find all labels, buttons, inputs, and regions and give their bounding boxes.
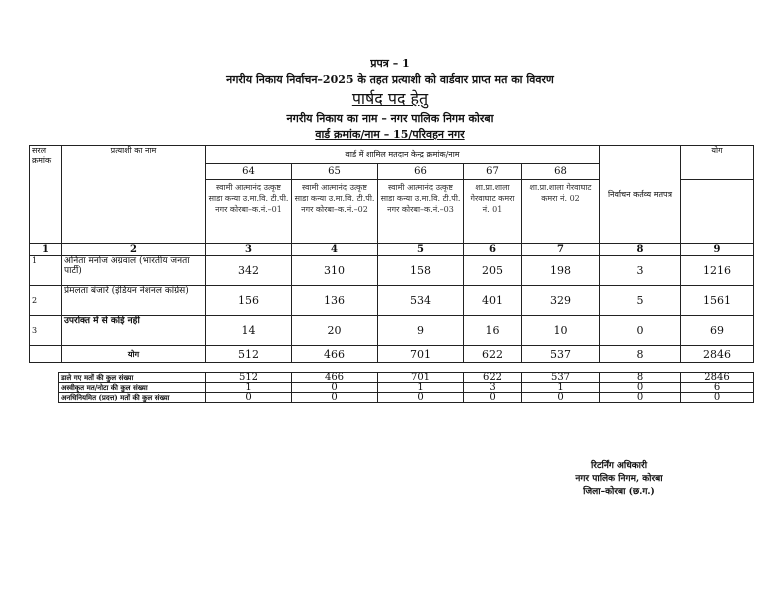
postal-cell: 5 (600, 286, 681, 316)
serial-cell: 3 (30, 316, 62, 346)
centre-number: 64 (206, 164, 292, 180)
summary-cell: 622 (464, 373, 522, 383)
vote-cell: 136 (292, 286, 378, 316)
vote-cell: 198 (522, 256, 600, 286)
postal-cell: 3 (600, 256, 681, 286)
vote-cell: 10 (522, 316, 600, 346)
form-number: प्रपत्र – 1 (370, 57, 410, 70)
vote-cell: 20 (292, 316, 378, 346)
summary-cell: 0 (464, 393, 522, 403)
candidate-name: प्रेमलता बंजारे (इंडियन नेशनल कांग्रेस) (62, 286, 206, 316)
total-cell: 1216 (681, 256, 754, 286)
vote-cell: 14 (206, 316, 292, 346)
postal-cell: 8 (600, 346, 681, 363)
summary-cell: 537 (522, 373, 600, 383)
signatory-district: जिला–कोरबा (छ.ग.) (583, 487, 655, 497)
column-number: 4 (292, 244, 378, 256)
table-row (30, 286, 754, 316)
summary-row (59, 383, 754, 393)
summary-cell: 1 (206, 383, 292, 393)
total-label: योग (62, 346, 206, 363)
signatory-office: नगर पालिक निगम, कोरबा (575, 474, 663, 484)
column-number: 3 (206, 244, 292, 256)
vote-cell: 622 (464, 346, 522, 363)
summary-total: 6 (681, 383, 754, 393)
serial-cell: 2 (30, 286, 62, 316)
page-title: पार्षद पद हेतु (351, 89, 429, 108)
summary-cell: 0 (522, 393, 600, 403)
summary-total: 0 (681, 393, 754, 403)
total-row (30, 346, 754, 363)
summary-table (58, 372, 754, 403)
centre-name: स्वामी आत्मानंद उत्कृष्ट साडा कन्या उ.मा.वि. टी.पी. नगर कोरबा–क.नं.–02 (292, 180, 378, 244)
vote-cell: 537 (522, 346, 600, 363)
summary-cell: 0 (292, 393, 378, 403)
vote-cell: 156 (206, 286, 292, 316)
summary-cell: 701 (378, 373, 464, 383)
total-header: योग (681, 146, 754, 180)
local-body-name: नगरीय निकाय का नाम – नगर पालिक निगम कोरबा (286, 112, 494, 125)
summary-cell: 1 (378, 383, 464, 393)
column-number: 6 (464, 244, 522, 256)
serial-header: सरल क्रमांक (30, 146, 62, 244)
summary-cell: 466 (292, 373, 378, 383)
summary-cell: 1 (522, 383, 600, 393)
table-row (30, 256, 754, 286)
summary-postal: 0 (600, 383, 681, 393)
vote-cell: 401 (464, 286, 522, 316)
total-cell: 1561 (681, 286, 754, 316)
postal-header: निर्वाचन कर्तव्य मतपत्र (600, 146, 681, 244)
signature-block (564, 460, 674, 499)
summary-postal: 8 (600, 373, 681, 383)
column-number: 9 (681, 244, 754, 256)
summary-label: अनधिनियमित (प्रदत्त) मतों की कुल संख्या (59, 393, 206, 403)
table-row (30, 316, 754, 346)
vote-cell: 329 (522, 286, 600, 316)
vote-cell: 205 (464, 256, 522, 286)
vote-cell: 310 (292, 256, 378, 286)
signatory-title: रिटर्निंग अधिकारी (590, 461, 648, 471)
results-table (29, 145, 754, 363)
centre-name: शा.प्रा.शाला गेरवाघाट कमरा नं. 01 (464, 180, 522, 244)
summary-label: डाले गए मतों की कुल संख्या (59, 373, 206, 383)
vote-cell: 342 (206, 256, 292, 286)
ward-name: वार्ड क्रमांक/नाम – 15/परिवहन नगर (315, 128, 465, 141)
summary-postal: 0 (600, 393, 681, 403)
vote-cell: 512 (206, 346, 292, 363)
summary-cell: 3 (464, 383, 522, 393)
total-cell: 2846 (681, 346, 754, 363)
summary-cell: 0 (206, 393, 292, 403)
postal-cell: 0 (600, 316, 681, 346)
column-number: 7 (522, 244, 600, 256)
vote-cell: 701 (378, 346, 464, 363)
candidate-header: प्रत्याशी का नाम (62, 146, 206, 244)
summary-label: अस्वीकृत मत/नोटा की कुल संख्या (59, 383, 206, 393)
candidate-name: अनिता मनोज अग्रवाल (भारतीय जनता पार्टी) (62, 256, 206, 286)
summary-cell: 0 (378, 393, 464, 403)
candidate-name: उपरोक्त में से कोई नहीं (62, 316, 206, 346)
centre-number: 65 (292, 164, 378, 180)
vote-cell: 16 (464, 316, 522, 346)
centre-name: स्वामी आत्मानंद उत्कृष्ट साडा कन्या उ.मा.वि. टी.पी. नगर कोरबा–क.नं.–03 (378, 180, 464, 244)
vote-cell: 158 (378, 256, 464, 286)
column-number: 5 (378, 244, 464, 256)
vote-cell: 534 (378, 286, 464, 316)
total-cell: 69 (681, 316, 754, 346)
column-number: 8 (600, 244, 681, 256)
serial-cell: 1 (30, 256, 62, 286)
summary-row (59, 393, 754, 403)
summary-cell: 512 (206, 373, 292, 383)
column-number: 1 (30, 244, 62, 256)
summary-total: 2846 (681, 373, 754, 383)
summary-row (59, 373, 754, 383)
vote-cell: 466 (292, 346, 378, 363)
centre-name: स्वामी आत्मानंद उत्कृष्ट साडा कन्या उ.मा.वि. टी.पी. नगर कोरबा–क.नं.–01 (206, 180, 292, 244)
centres-header: वार्ड में शामिल मतदान केन्द्र क्रमांक/नाम (206, 146, 600, 164)
document-subtitle: नगरीय निकाय निर्वाचन–2025 के तहत प्रत्याशी को वार्डवार प्राप्त मत का विवरण (226, 73, 554, 86)
centre-number: 66 (378, 164, 464, 180)
column-number: 2 (62, 244, 206, 256)
centre-number: 67 (464, 164, 522, 180)
summary-cell: 0 (292, 383, 378, 393)
centre-name: शा.प्रा.शाला गेरवाघाट कमरा नं. 02 (522, 180, 600, 244)
centre-number: 68 (522, 164, 600, 180)
vote-cell: 9 (378, 316, 464, 346)
